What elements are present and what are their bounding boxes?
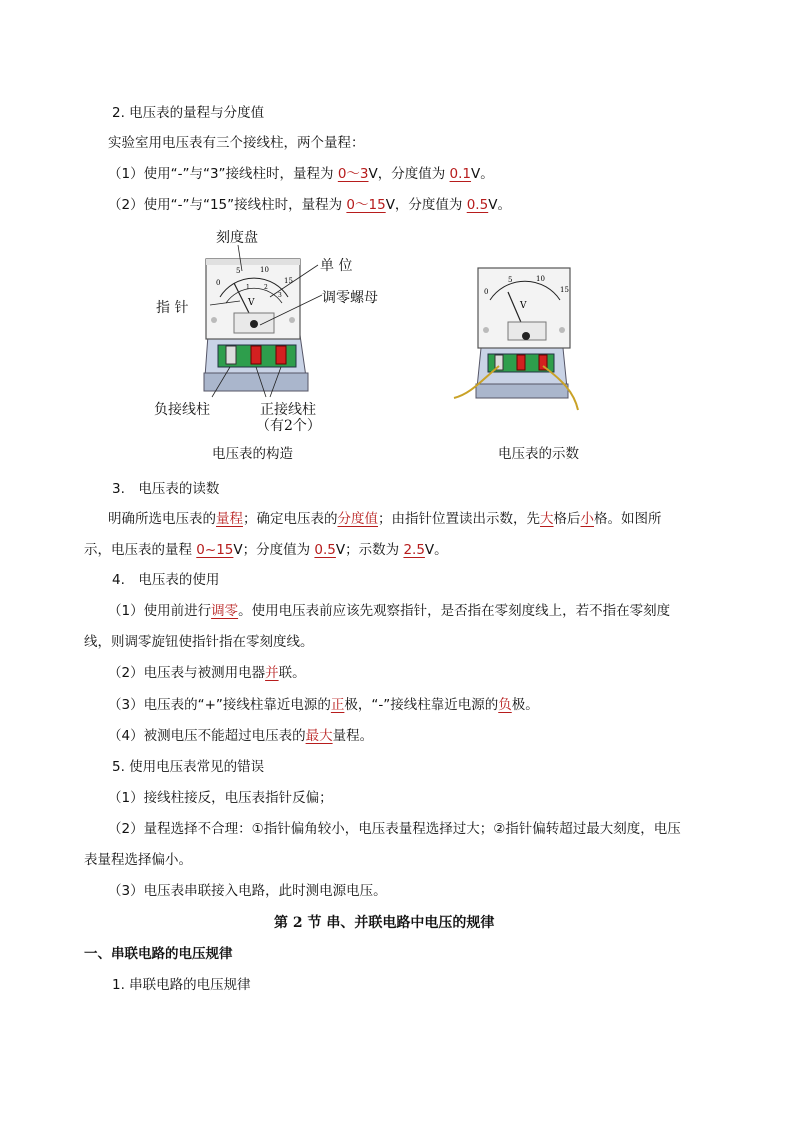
usage-item-2 <box>108 663 306 683</box>
text: 联。 <box>278 665 306 681</box>
tick-label: 15 <box>560 286 569 294</box>
tick-label: 5 <box>236 267 241 275</box>
answer-range: 0～15 <box>346 197 386 213</box>
text: （1）使用“-”与“3”接线柱时，量程为 <box>108 166 338 182</box>
text: V，分度值为 <box>368 166 450 182</box>
part-heading-series: 一、串联电路的电压规律 <box>84 946 233 962</box>
text: 格后 <box>553 511 581 527</box>
error-item-2-cont: 表量程选择偏小。 <box>84 852 192 868</box>
answer-range: 0～3 <box>337 166 369 182</box>
text: V；分度值为 <box>233 542 315 558</box>
tick-label: 5 <box>508 276 513 284</box>
answer-division: 0.5 <box>466 197 489 213</box>
error-item-1: （1）接线柱接反，电压表指针反偏； <box>108 790 333 806</box>
answer-division: 0.1 <box>449 166 472 182</box>
answer: 最大 <box>305 728 333 744</box>
answer: 分度值 <box>337 511 378 527</box>
answer: 量程 <box>216 511 243 527</box>
text: （1）使用前进行 <box>108 603 212 619</box>
heading-usage: 4. 电压表的使用 <box>112 572 220 588</box>
heading-common-errors: 5. 使用电压表常见的错误 <box>112 759 265 775</box>
error-item-3: （3）电压表串联接入电路，此时测电源电压。 <box>108 883 387 899</box>
error-item-2: （2）量程选择不合理：①指针偏角较小，电压表量程选择过大；②指针偏转超过最大刻度，电压 <box>108 821 681 837</box>
text: 量程。 <box>332 728 374 744</box>
text: V。 <box>424 542 448 558</box>
voltmeter-reading-figure <box>450 262 590 412</box>
text: V。 <box>488 197 511 213</box>
paragraph-reading-1 <box>108 509 662 529</box>
item-range-15v <box>108 195 511 215</box>
tick-label: 1 <box>246 284 250 291</box>
unit-symbol: V <box>248 298 255 308</box>
text: 极，“-”接线柱靠近电源的 <box>344 697 499 713</box>
label-negative-terminal: 负接线柱 <box>154 402 210 418</box>
text: ；确定电压表的 <box>243 511 338 527</box>
usage-item-1-cont: 线，则调零旋钮使指针指在零刻度线。 <box>84 634 314 650</box>
text: 。使用电压表前应该先观察指针，是否指在零刻度线上，若不指在零刻度 <box>238 603 671 619</box>
label-pointer: 指 针 <box>156 300 189 316</box>
answer: 负 <box>498 697 512 713</box>
tick-label: 0 <box>484 288 489 296</box>
label-positive-note: （有2个） <box>256 418 321 434</box>
tick-label: 0 <box>216 279 221 287</box>
text: 明确所选电压表的 <box>108 511 216 527</box>
text: （4）被测电压不能超过电压表的 <box>108 728 306 744</box>
answer: 0~15 <box>196 542 234 558</box>
paragraph-reading-2 <box>84 540 448 560</box>
answer: 0.5 <box>314 542 336 558</box>
label-zero-nut: 调零螺母 <box>322 290 378 306</box>
usage-item-1 <box>108 601 670 621</box>
answer: 正 <box>330 697 345 713</box>
tick-label: 2 <box>264 284 268 291</box>
answer: 调零 <box>211 603 239 619</box>
section-title: 第 2 节 串、并联电路中电压的规律 <box>274 915 495 931</box>
tick-label: 15 <box>284 277 293 285</box>
item-range-3v <box>108 164 494 184</box>
voltmeter-reading-icon <box>450 262 590 412</box>
caption-structure: 电压表的构造 <box>212 446 293 462</box>
answer: 2.5 <box>403 542 425 558</box>
voltmeter-structure-figure <box>150 225 400 435</box>
text: 极。 <box>511 697 539 713</box>
subheading-series-law: 1. 串联电路的电压规律 <box>112 977 251 993</box>
text: 示，电压表的量程 <box>84 542 197 558</box>
intro-terminals: 实验室用电压表有三个接线柱，两个量程： <box>108 135 365 151</box>
heading-range-and-division: 2. 电压表的量程与分度值 <box>112 105 265 121</box>
text: V。 <box>471 166 494 182</box>
unit-symbol: V <box>520 301 527 311</box>
label-positive-terminal: 正接线柱 <box>260 402 316 418</box>
heading-reading: 3. 电压表的读数 <box>112 481 220 497</box>
text: （2）电压表与被测用电器 <box>108 665 266 681</box>
text: （3）电压表的“+”接线柱靠近电源的 <box>108 697 331 713</box>
usage-item-3 <box>108 695 539 715</box>
caption-reading: 电压表的示数 <box>498 446 579 462</box>
text: V，分度值为 <box>385 197 467 213</box>
label-dial: 刻度盘 <box>216 230 258 246</box>
answer: 大 <box>540 511 554 527</box>
answer: 小 <box>580 511 594 527</box>
answer: 并 <box>265 665 279 681</box>
usage-item-4 <box>108 726 373 746</box>
tick-label: 3 <box>278 292 282 299</box>
tick-label: 10 <box>260 266 269 274</box>
text: 格。如图所 <box>594 511 662 527</box>
tick-label: 10 <box>536 275 545 283</box>
text: ；由指针位置读出示数，先 <box>378 511 540 527</box>
label-unit: 单 位 <box>320 258 353 274</box>
text: （2）使用“-”与“15”接线柱时，量程为 <box>108 197 347 213</box>
text: V；示数为 <box>335 542 404 558</box>
